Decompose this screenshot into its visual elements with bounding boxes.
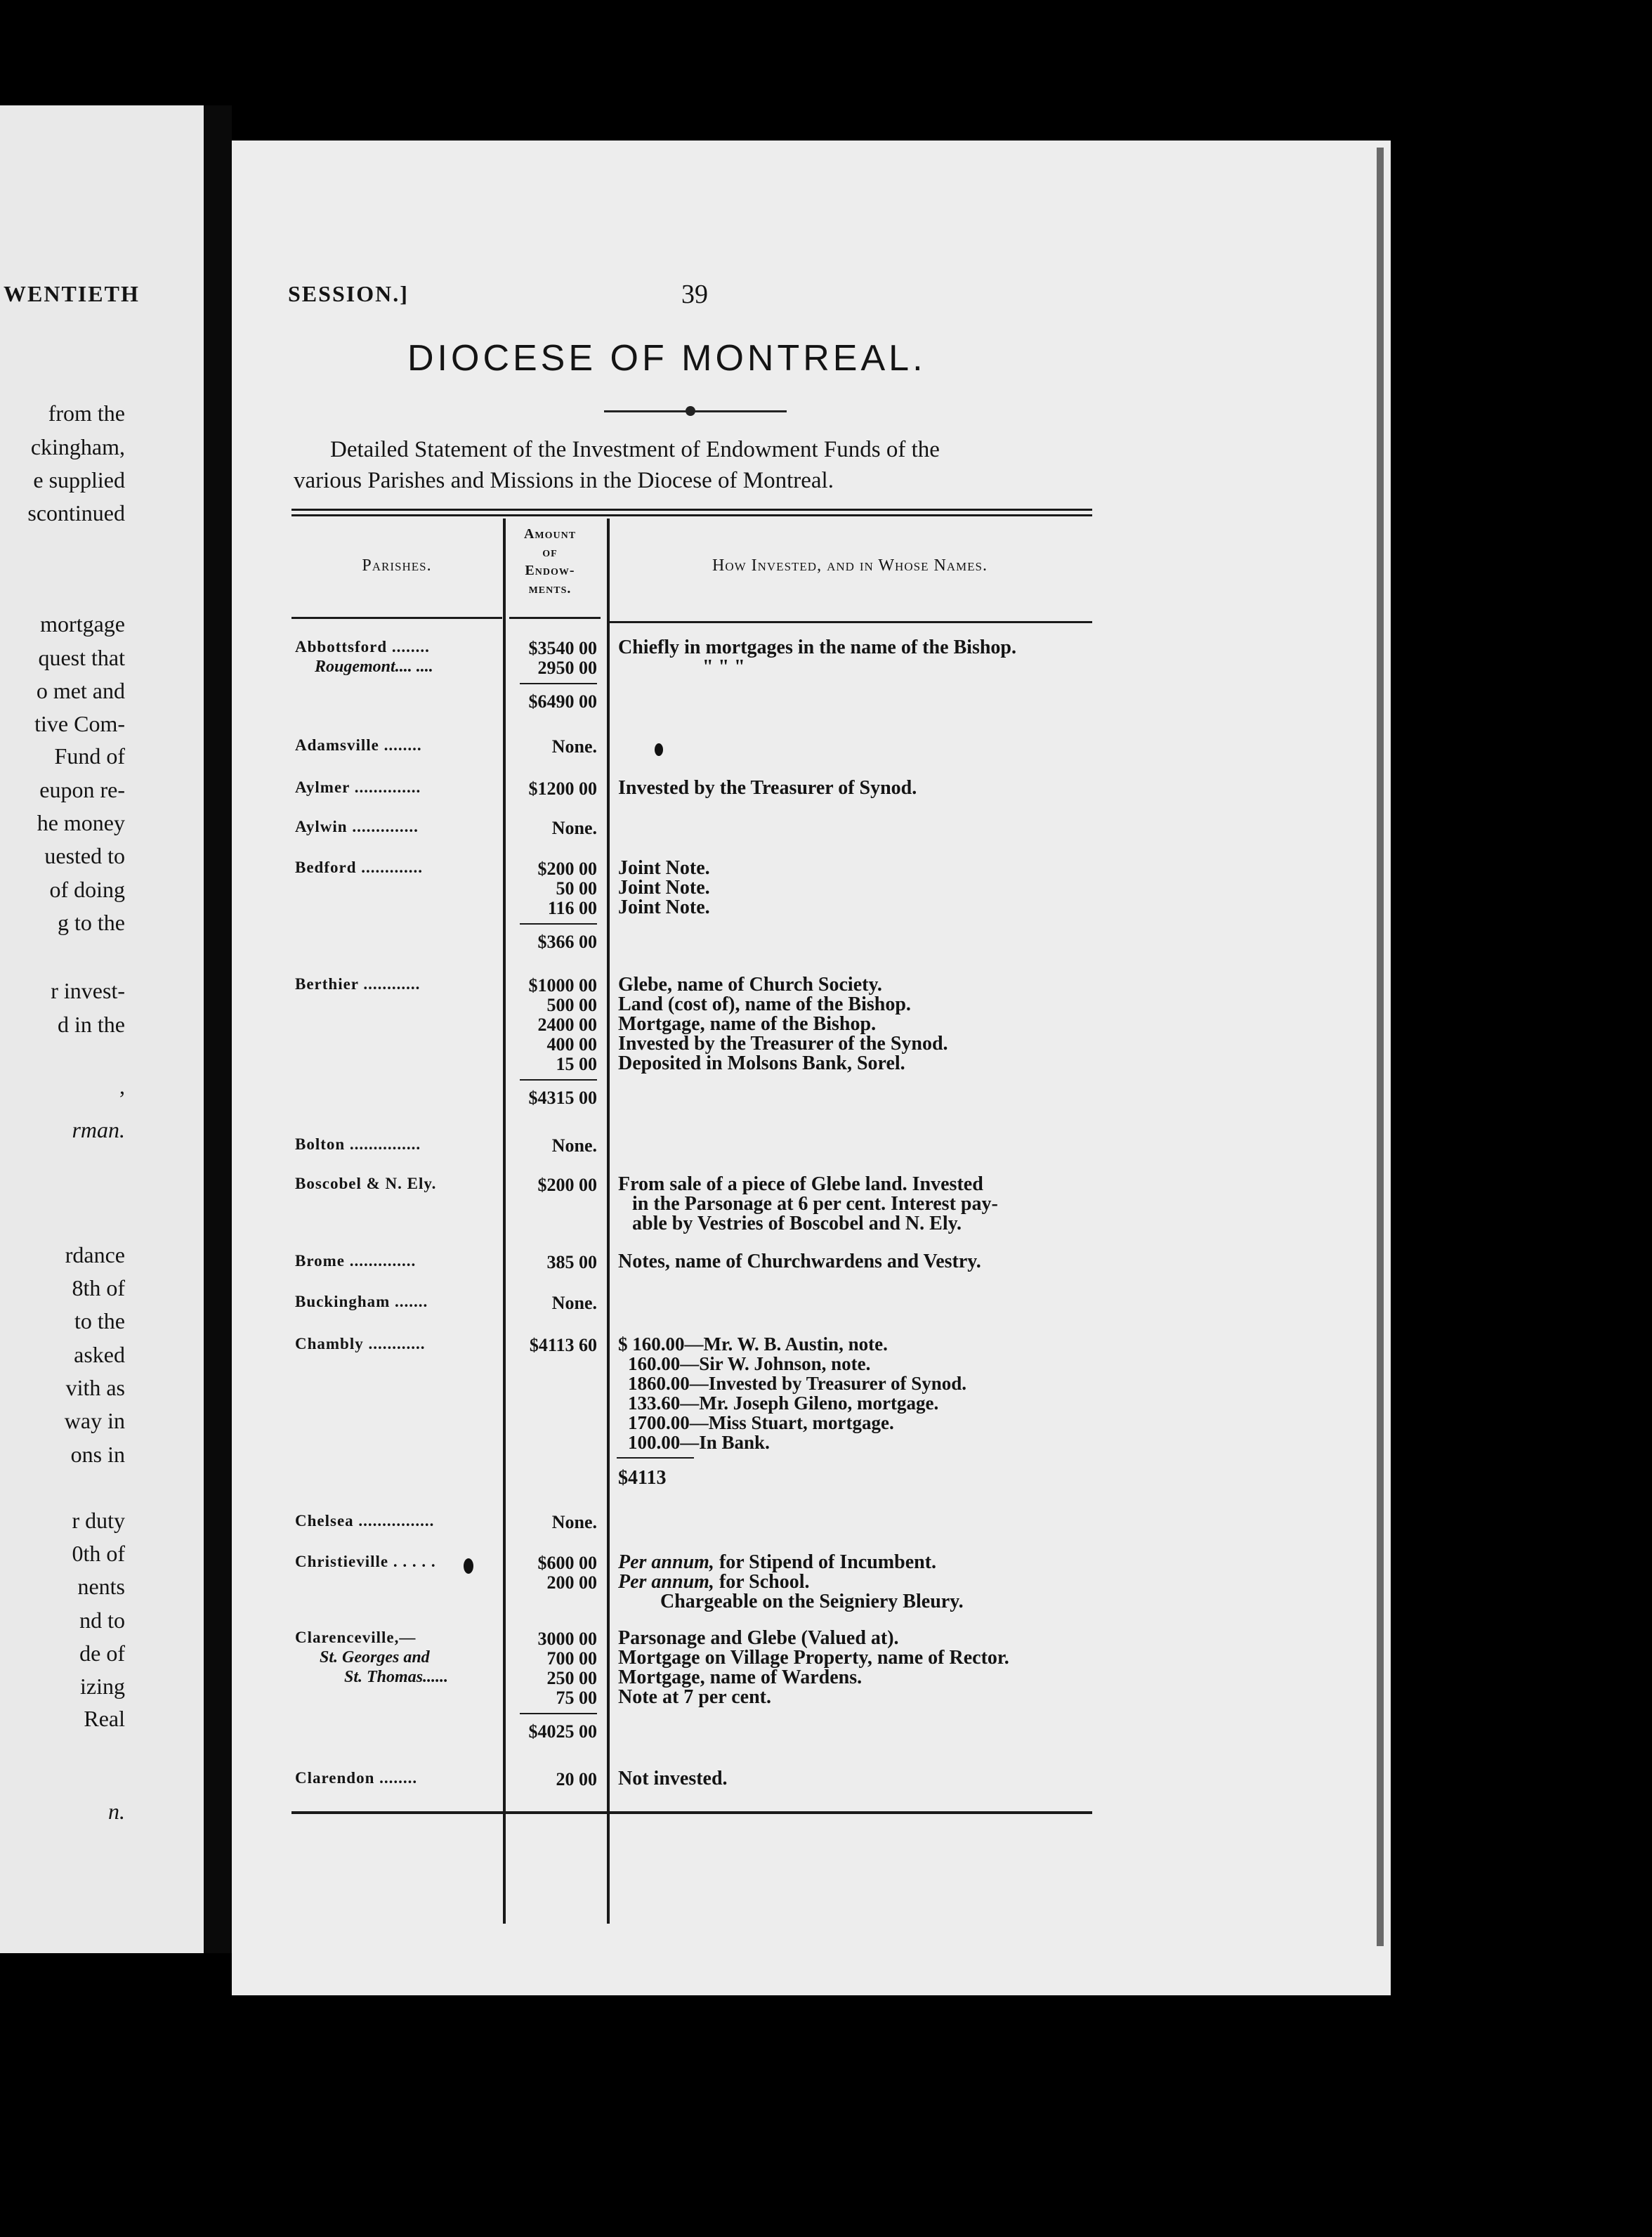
book-gutter (204, 105, 232, 1953)
amount-value: 2400 00 (537, 1015, 597, 1035)
previous-page-line: izing (80, 1674, 125, 1699)
subtotal-rule (520, 923, 597, 925)
parish-name: Clarenceville,— (295, 1629, 417, 1646)
amount-value: $3540 00 (528, 638, 597, 658)
previous-page-line: nents (77, 1574, 125, 1599)
previous-page-line: ons in (70, 1442, 125, 1467)
how-invested: $ 160.00—Mr. W. B. Austin, note. (618, 1333, 888, 1355)
amount-value: 15 00 (556, 1054, 597, 1074)
header-amount-4: ments. (528, 581, 572, 596)
title-ornament-dot (686, 406, 695, 416)
previous-page-line: scontinued (27, 500, 125, 526)
amount-value: 50 00 (556, 878, 597, 899)
ink-mark (655, 743, 663, 756)
amount-value: 116 00 (547, 898, 597, 918)
intro-line-2: various Parishes and Missions in the Diocese of Montreal. (294, 468, 834, 493)
previous-page-line: of doing (49, 877, 125, 902)
parish-name: Aylmer .............. (295, 778, 421, 796)
amount-value: 250 00 (546, 1668, 597, 1688)
how-invested: Land (cost of), name of the Bishop. (618, 993, 911, 1015)
how-invested: Notes, name of Churchwardens and Vestry. (618, 1251, 981, 1272)
header-bottom-rule-2 (509, 617, 601, 619)
how-invested: in the Parsonage at 6 per cent. Interest pay- (632, 1193, 998, 1215)
amount-value: None. (551, 818, 597, 838)
amount-value: None. (551, 1293, 597, 1313)
page-edge (1377, 148, 1384, 1946)
amount-value: $1000 00 (528, 975, 597, 996)
amount-value: 700 00 (546, 1648, 597, 1669)
amount-value: None. (551, 1512, 597, 1532)
amount-value: $200 00 (537, 859, 597, 879)
previous-page-line: 0th of (72, 1541, 125, 1566)
previous-page-line: quest that (38, 645, 125, 670)
amount-value: None. (551, 1135, 597, 1156)
amount-value: 75 00 (556, 1688, 597, 1708)
previous-page-line: de of (79, 1641, 125, 1666)
previous-page-line: asked (74, 1342, 125, 1367)
how-invested: Mortgage on Village Property, name of Rector. (618, 1647, 1009, 1669)
header-amount-1: Amount (523, 526, 577, 542)
how-invested: Invested by the Treasurer of the Synod. (618, 1033, 948, 1055)
how-invested: 160.00—Sir W. Johnson, note. (628, 1353, 871, 1374)
parish-subname: Rougemont.... .... (315, 658, 433, 676)
previous-page-line: tive Com- (34, 711, 125, 736)
amount-value: 200 00 (546, 1572, 597, 1593)
header-parishes: Parishes. (362, 556, 432, 575)
how-invested-italic: Per annum, (618, 1551, 714, 1573)
amount-value: $600 00 (537, 1553, 597, 1573)
amount-value: None. (551, 736, 597, 757)
previous-page-line: vith as (65, 1375, 125, 1400)
header-amount-3: Endow- (525, 563, 575, 578)
previous-page-line: nd to (79, 1607, 125, 1633)
how-invested: From sale of a piece of Glebe land. Invested (618, 1173, 983, 1195)
previous-page-line: from the (48, 400, 125, 426)
how-invested: " " " (702, 656, 745, 678)
amount-value: $4113 60 (529, 1335, 597, 1355)
previous-page-line: e supplied (33, 467, 125, 493)
amount-value: 500 00 (546, 995, 597, 1015)
how-invested: Joint Note. (618, 857, 710, 879)
previous-page-line: o met and (36, 678, 125, 703)
parish-name: Abbottsford ........ (295, 638, 430, 656)
previous-page-line: Real (84, 1706, 125, 1731)
previous-page-line: Fund of (54, 743, 125, 769)
previous-page-line: to the (74, 1308, 125, 1333)
how-invested: able by Vestries of Boscobel and N. Ely. (632, 1213, 962, 1234)
table-top-rule (291, 509, 1092, 511)
header-amount-2: of (542, 544, 558, 560)
table-top-rule-2 (291, 514, 1092, 516)
amount-total: $6490 00 (528, 691, 597, 712)
table-bottom-rule (291, 1811, 1092, 1814)
how-invested: Chiefly in mortgages in the name of the Bishop. (618, 637, 1016, 658)
amount-total: $4315 00 (528, 1088, 597, 1108)
previous-page-line: 8th of (72, 1275, 125, 1300)
previous-page-line: he money (37, 810, 125, 835)
parish-name: Adamsville ........ (295, 736, 422, 754)
how-invested: Invested by the Treasurer of Synod. (618, 777, 917, 799)
subtotal-rule (520, 1079, 597, 1081)
previous-page-line: d in the (58, 1012, 125, 1037)
parish-name: Chambly ............ (295, 1335, 426, 1352)
how-invested: Joint Note. (618, 877, 710, 899)
parish-name: Bolton ............... (295, 1135, 421, 1153)
previous-page-line: way in (64, 1408, 125, 1433)
amount-value: 2950 00 (537, 658, 597, 678)
page-title: DIOCESE OF MONTREAL. (407, 338, 926, 379)
how-invested: 1860.00—Invested by Treasurer of Synod. (628, 1373, 967, 1394)
amount-value: 20 00 (556, 1769, 597, 1789)
title-ornament-rule (604, 410, 787, 412)
header-bottom-rule-3 (609, 621, 1092, 623)
how-invested-total: $4113 (618, 1467, 667, 1489)
how-invested: Parsonage and Glebe (Valued at). (618, 1627, 899, 1649)
amount-total: $366 00 (537, 932, 597, 952)
how-invested: Note at 7 per cent. (618, 1686, 771, 1708)
how-invested-text: for School. (714, 1571, 810, 1593)
how-invested: Glebe, name of Church Society. (618, 974, 882, 996)
how-invested: Not invested. (618, 1768, 728, 1789)
how-invested: Joint Note. (618, 896, 710, 918)
amount-total: $4025 00 (528, 1721, 597, 1742)
previous-page-line: eupon re- (39, 777, 125, 802)
parish-name: Aylwin .............. (295, 818, 419, 835)
ink-mark (464, 1558, 473, 1574)
how-total-rule (617, 1457, 694, 1459)
amount-value: $1200 00 (528, 778, 597, 799)
page-number: 39 (681, 280, 708, 309)
how-invested-italic: Per annum, (618, 1571, 714, 1593)
previous-page-line: rdance (65, 1242, 125, 1267)
previous-page-line: rman. (72, 1117, 125, 1142)
amount-value: 385 00 (546, 1252, 597, 1272)
parish-name: Buckingham ....... (295, 1293, 428, 1310)
parish-subname: St. Georges and (320, 1648, 430, 1667)
amount-column-left-rule (503, 519, 506, 1924)
parish-name: Clarendon ........ (295, 1769, 418, 1787)
intro-paragraph (294, 434, 1101, 496)
previous-page-line: r invest- (51, 978, 125, 1003)
previous-page-line: mortgage (40, 611, 125, 637)
parish-name: Bedford ............. (295, 859, 423, 876)
previous-page-line: ckingham, (30, 434, 125, 459)
previous-page-line: r duty (72, 1508, 125, 1533)
previous-page-line: g to the (58, 910, 125, 935)
how-invested: Mortgage, name of Wardens. (618, 1667, 863, 1688)
how-invested: 1700.00—Miss Stuart, mortgage. (628, 1412, 894, 1433)
parish-subname: St. Thomas...... (344, 1668, 449, 1686)
subtotal-rule (520, 1713, 597, 1714)
how-invested: 133.60—Mr. Joseph Gileno, mortgage. (628, 1393, 939, 1414)
how-invested: Mortgage, name of the Bishop. (618, 1013, 877, 1035)
how-invested: Deposited in Molsons Bank, Sorel. (618, 1052, 905, 1074)
previous-page-line: n. (108, 1799, 125, 1824)
header-amount (497, 525, 603, 598)
amount-value: $200 00 (537, 1175, 597, 1195)
parish-name: Brome .............. (295, 1252, 417, 1270)
amount-value: 3000 00 (537, 1629, 597, 1649)
intro-line-1: Detailed Statement of the Investment of Endowment Funds of the (330, 437, 940, 462)
header-bottom-rule-1 (291, 617, 502, 619)
previous-page-header: WENTIETH (4, 281, 140, 306)
previous-page-line: , (119, 1074, 125, 1099)
header-how-invested: How Invested, and in Whose Names. (712, 556, 988, 575)
amount-value: 400 00 (546, 1034, 597, 1055)
how-invested-text: for Stipend of Incumbent. (714, 1551, 937, 1573)
parish-name: Berthier ............ (295, 975, 421, 993)
how-invested: Chargeable on the Seigniery Bleury. (660, 1591, 964, 1612)
how-invested: 100.00—In Bank. (628, 1432, 770, 1453)
amount-column-right-rule (607, 519, 610, 1924)
subtotal-rule (520, 683, 597, 684)
running-head: SESSION.] (288, 281, 409, 306)
previous-page-line: uested to (44, 843, 125, 868)
parish-name: Chelsea ................ (295, 1512, 435, 1530)
parish-name: Boscobel & N. Ely. (295, 1175, 437, 1192)
parish-name: Christieville . . . . . (295, 1553, 436, 1570)
